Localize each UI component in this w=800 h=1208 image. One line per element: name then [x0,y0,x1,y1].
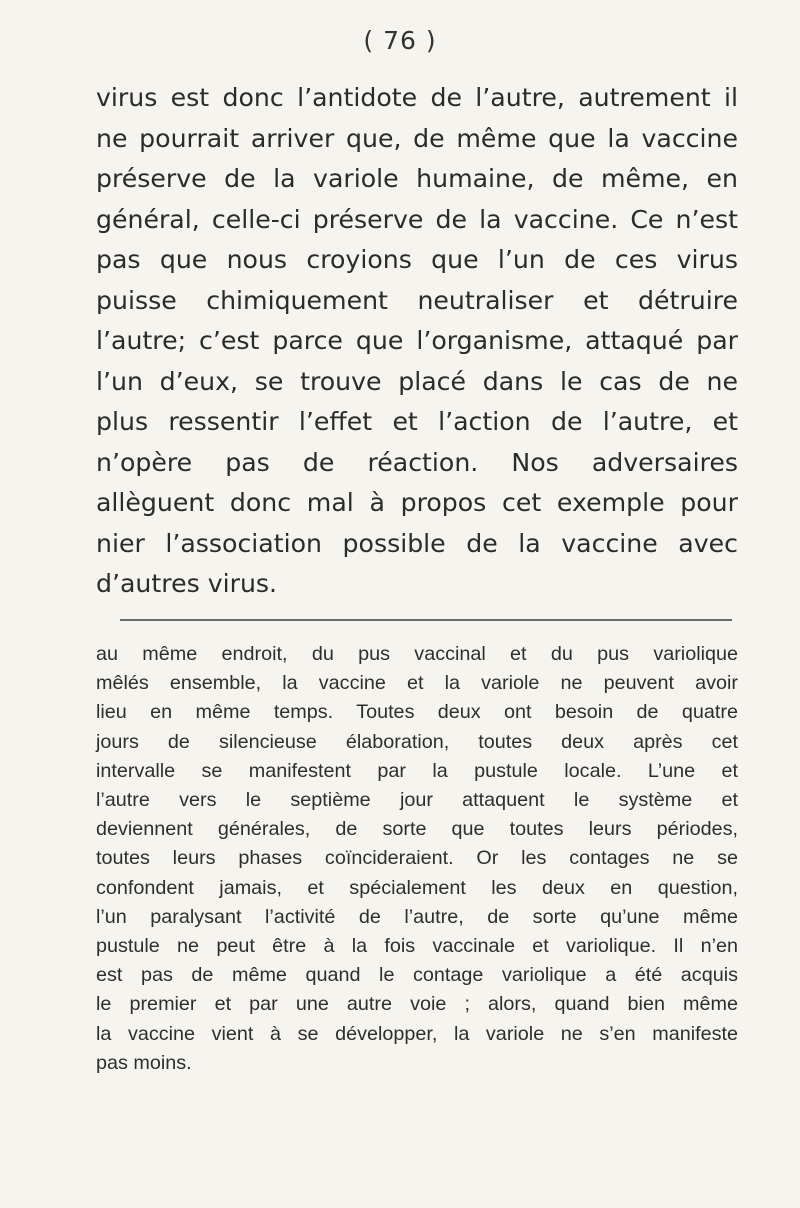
footnote-line: la vaccine vient à se développer, la variole ne s’en manifeste [96,1022,738,1045]
footnote-line: confondent jamais, et spécialement les deux en question, [96,876,738,899]
footnote-line: toutes leurs phases coïncideraient. Or les contages ne se [96,847,738,870]
footnote-line: deviennent générales, de sorte que toutes leurs périodes, [96,818,738,841]
footnote-divider [120,619,732,621]
main-text-line: l’un d’eux, se trouve placé dans le cas de ne [96,366,738,396]
footnote-line: est pas de même quand le contage variolique a été acquis [96,964,738,987]
main-text-line: l’autre; c’est parce que l’organisme, attaqué par [96,326,738,355]
main-text-line: général, celle-ci préserve de la vaccine. Ce n’est [96,204,738,234]
footnote-line: mêlés ensemble, la vaccine et la variole ne peuvent avoir [96,672,738,695]
footnote-line: l’autre vers le septième jour attaquent le système et [96,789,738,812]
main-paragraph [96,78,738,605]
main-text-line: préserve de la variole humaine, de même, en [96,164,738,193]
main-text-line: allèguent donc mal à propos cet exemple pour [96,488,738,517]
main-text-line: nier l’association possible de la vaccine avec [96,528,738,558]
footnote-line: lieu en même temps. Toutes deux ont besoin de quatre [96,701,738,724]
footnote-line: jours de silencieuse élaboration, toutes deux après cet [96,730,738,753]
main-text-line: puisse chimiquement neutraliser et détruire [96,285,738,315]
footnote-line: pas moins. [96,1051,192,1074]
footnote-line: intervalle se manifestent par la pustule locale. L’une et [96,759,738,782]
page-number: ( 76 ) [363,26,437,55]
main-text-line: ne pourrait arriver que, de même que la vaccine [96,123,738,153]
footnote-line: le premier et par une autre voie ; alors, quand bien même [96,993,738,1016]
main-text-line: plus ressentir l’effet et l’action de l’autre, et [96,407,738,436]
main-text-line: n’opère pas de réaction. Nos adversaires [96,447,738,477]
footnote-line: l’un paralysant l’activité de l’autre, de sorte qu’une même [96,905,738,928]
main-text-line: virus est donc l’antidote de l’autre, autrement il [96,83,738,112]
footnote-paragraph [96,640,738,1078]
main-text-line: d’autres virus. [96,569,278,598]
footnote-line: au même endroit, du pus vaccinal et du pus variolique [96,643,738,665]
footnote-line: pustule ne peut être à la fois vaccinale et variolique. Il n’en [96,935,738,958]
main-text-line: pas que nous croyions que l’un de ces virus [96,245,738,274]
